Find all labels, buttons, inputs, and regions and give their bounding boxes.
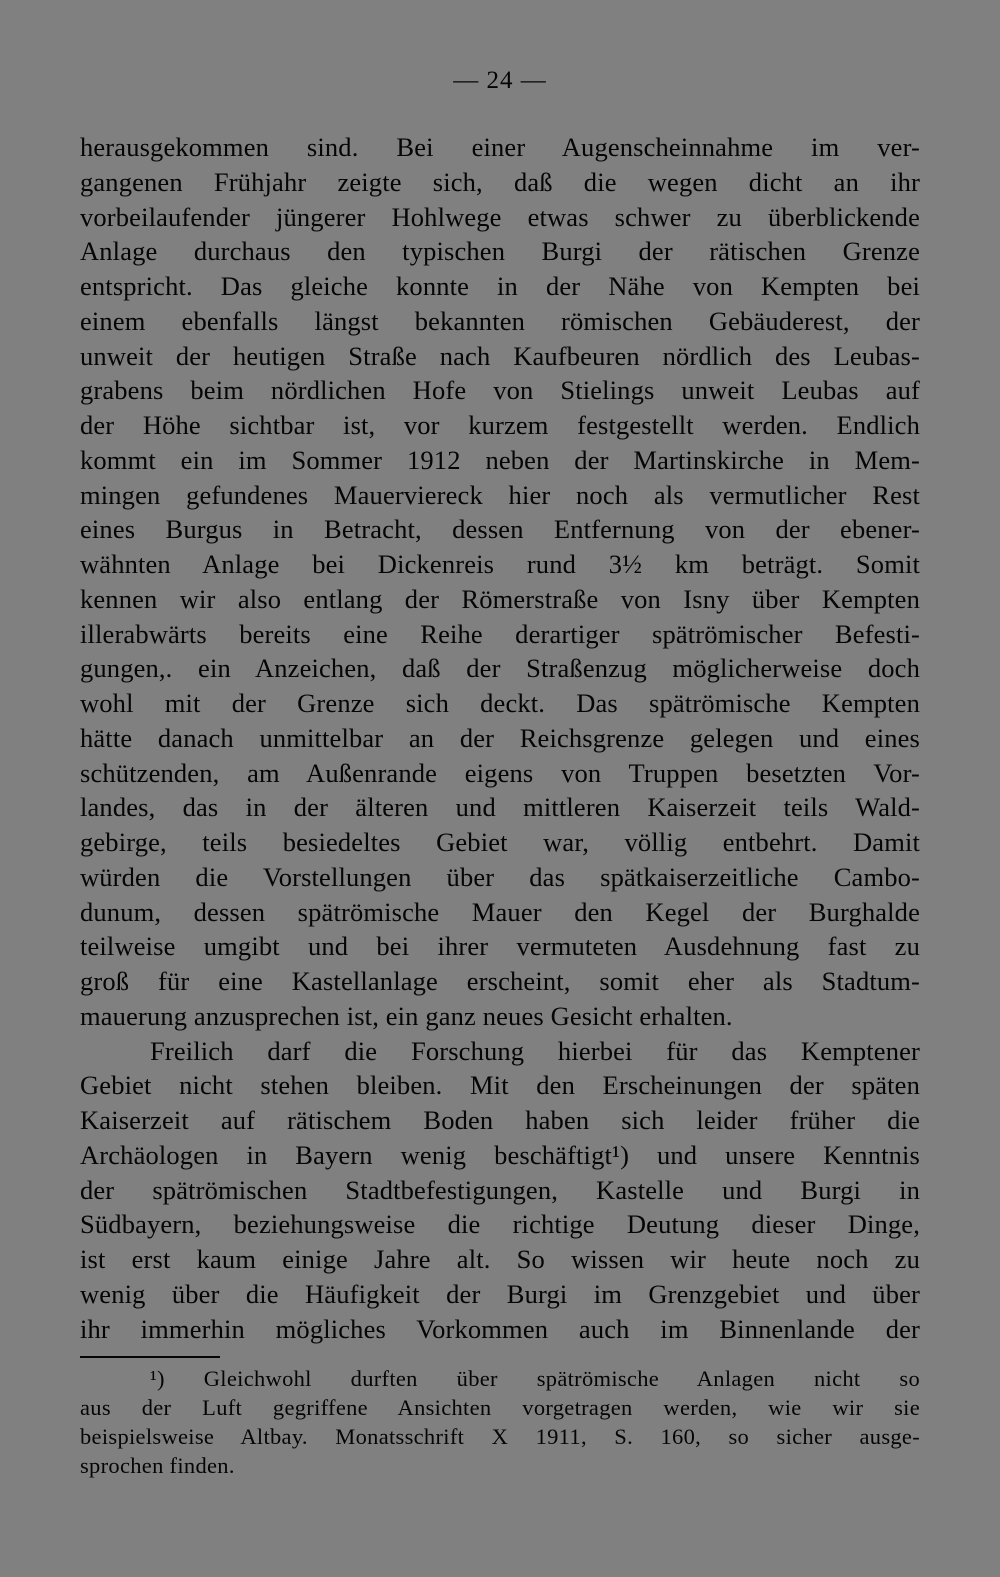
footnotes	[80, 1364, 920, 1480]
text-line: ist erst kaum einige Jahre alt. So wissen wir heute noch zu	[80, 1244, 920, 1274]
text-line: dunum, dessen spätrömische Mauer den Kegel der Burghalde	[80, 896, 920, 927]
footnote-line: ¹) Gleichwohl durften über spätrömische Anlagen nicht so	[150, 1366, 920, 1391]
text-line: unweit der heutigen Straße nach Kaufbeuren nördlich des Leubas-	[80, 340, 920, 371]
text-line: grabens beim nördlichen Hofe von Stielings unweit Leubas auf	[80, 375, 920, 406]
footnote-divider	[80, 1356, 220, 1358]
text-line: mingen gefundenes Mauerviereck hier noch als vermutlicher Rest	[80, 479, 920, 510]
paragraph-start-line: Freilich darf die Forschung hierbei für das Kemptener	[150, 1035, 920, 1066]
text-line: wenig über die Häufigkeit der Burgi im Grenzgebiet und über	[80, 1278, 920, 1309]
text-line: der Höhe sichtbar ist, vor kurzem festgestellt werden. Endlich	[80, 410, 920, 440]
text-line: Anlage durchaus den typischen Burgi der rätischen Grenze	[80, 236, 920, 267]
text-line: groß für eine Kastellanlage erscheint, somit eher als Stadtum-	[80, 966, 920, 996]
footnote-line: aus der Luft gegriffene Ansichten vorgetragen werden, wie wir sie	[80, 1395, 920, 1420]
page-number: — 24 —	[453, 67, 547, 94]
text-line: vorbeilaufender jüngerer Hohlwege etwas schwer zu überblickende	[80, 201, 920, 232]
text-line: teilweise umgibt und bei ihrer vermuteten Ausdehnung fast zu	[80, 931, 920, 962]
text-line: gungen,. ein Anzeichen, daß der Straßenzug möglicherweise doch	[80, 653, 920, 684]
text-line: Archäologen in Bayern wenig beschäftigt¹) und unsere Kenntnis	[80, 1139, 920, 1170]
text-line: herausgekommen sind. Bei einer Augenscheinnahme im ver-	[80, 132, 920, 162]
text-line: der spätrömischen Stadtbefestigungen, Kastelle und Burgi in	[80, 1174, 920, 1205]
text-line: landes, das in der älteren und mittleren Kaiserzeit teils Wald-	[80, 792, 920, 823]
text-line: gebirge, teils besiedeltes Gebiet war, völlig entbehrt. Damit	[80, 827, 920, 857]
text-line: kennen wir also entlang der Römerstraße von Isny über Kempten	[80, 583, 920, 614]
text-line: Südbayern, beziehungsweise die richtige Deutung dieser Dinge,	[80, 1209, 920, 1240]
text-line: würden die Vorstellungen über das spätkaiserzeitliche Cambo-	[80, 861, 920, 892]
body-text	[80, 130, 920, 1346]
text-line: entspricht. Das gleiche konnte in der Nähe von Kempten bei	[80, 271, 920, 301]
text-line: illerabwärts bereits eine Reihe derartiger spätrömischer Befesti-	[80, 618, 920, 649]
text-line: ihr immerhin mögliches Vorkommen auch im Binnenlande der	[80, 1313, 920, 1344]
text-line: Gebiet nicht stehen bleiben. Mit den Erscheinungen der späten	[80, 1070, 920, 1101]
text-line: schützenden, am Außenrande eigens von Truppen besetzten Vor-	[80, 757, 920, 788]
text-line: kommt ein im Sommer 1912 neben der Martinskirche in Mem-	[80, 444, 920, 475]
text-line: eines Burgus in Betracht, dessen Entfernung von der ebener-	[80, 514, 920, 545]
text-line: wohl mit der Grenze sich deckt. Das spätrömische Kempten	[80, 688, 920, 718]
text-line: Kaiserzeit auf rätischem Boden haben sich leider früher die	[80, 1105, 920, 1135]
text-line: mauerung anzusprechen ist, ein ganz neues Gesicht erhalten.	[80, 1000, 733, 1031]
text-line: wähnten Anlage bei Dickenreis rund 3½ km beträgt. Somit	[80, 549, 920, 579]
footnote-line: sprochen finden.	[80, 1453, 235, 1478]
text-line: einem ebenfalls längst bekannten römischen Gebäuderest, der	[80, 305, 920, 336]
text-line: gangenen Frühjahr zeigte sich, daß die wegen dicht an ihr	[80, 166, 920, 197]
text-line: hätte danach unmittelbar an der Reichsgrenze gelegen und eines	[80, 722, 920, 753]
footnote-line: beispielsweise Altbay. Monatsschrift X 1911, S. 160, so sicher ausge-	[80, 1424, 920, 1449]
